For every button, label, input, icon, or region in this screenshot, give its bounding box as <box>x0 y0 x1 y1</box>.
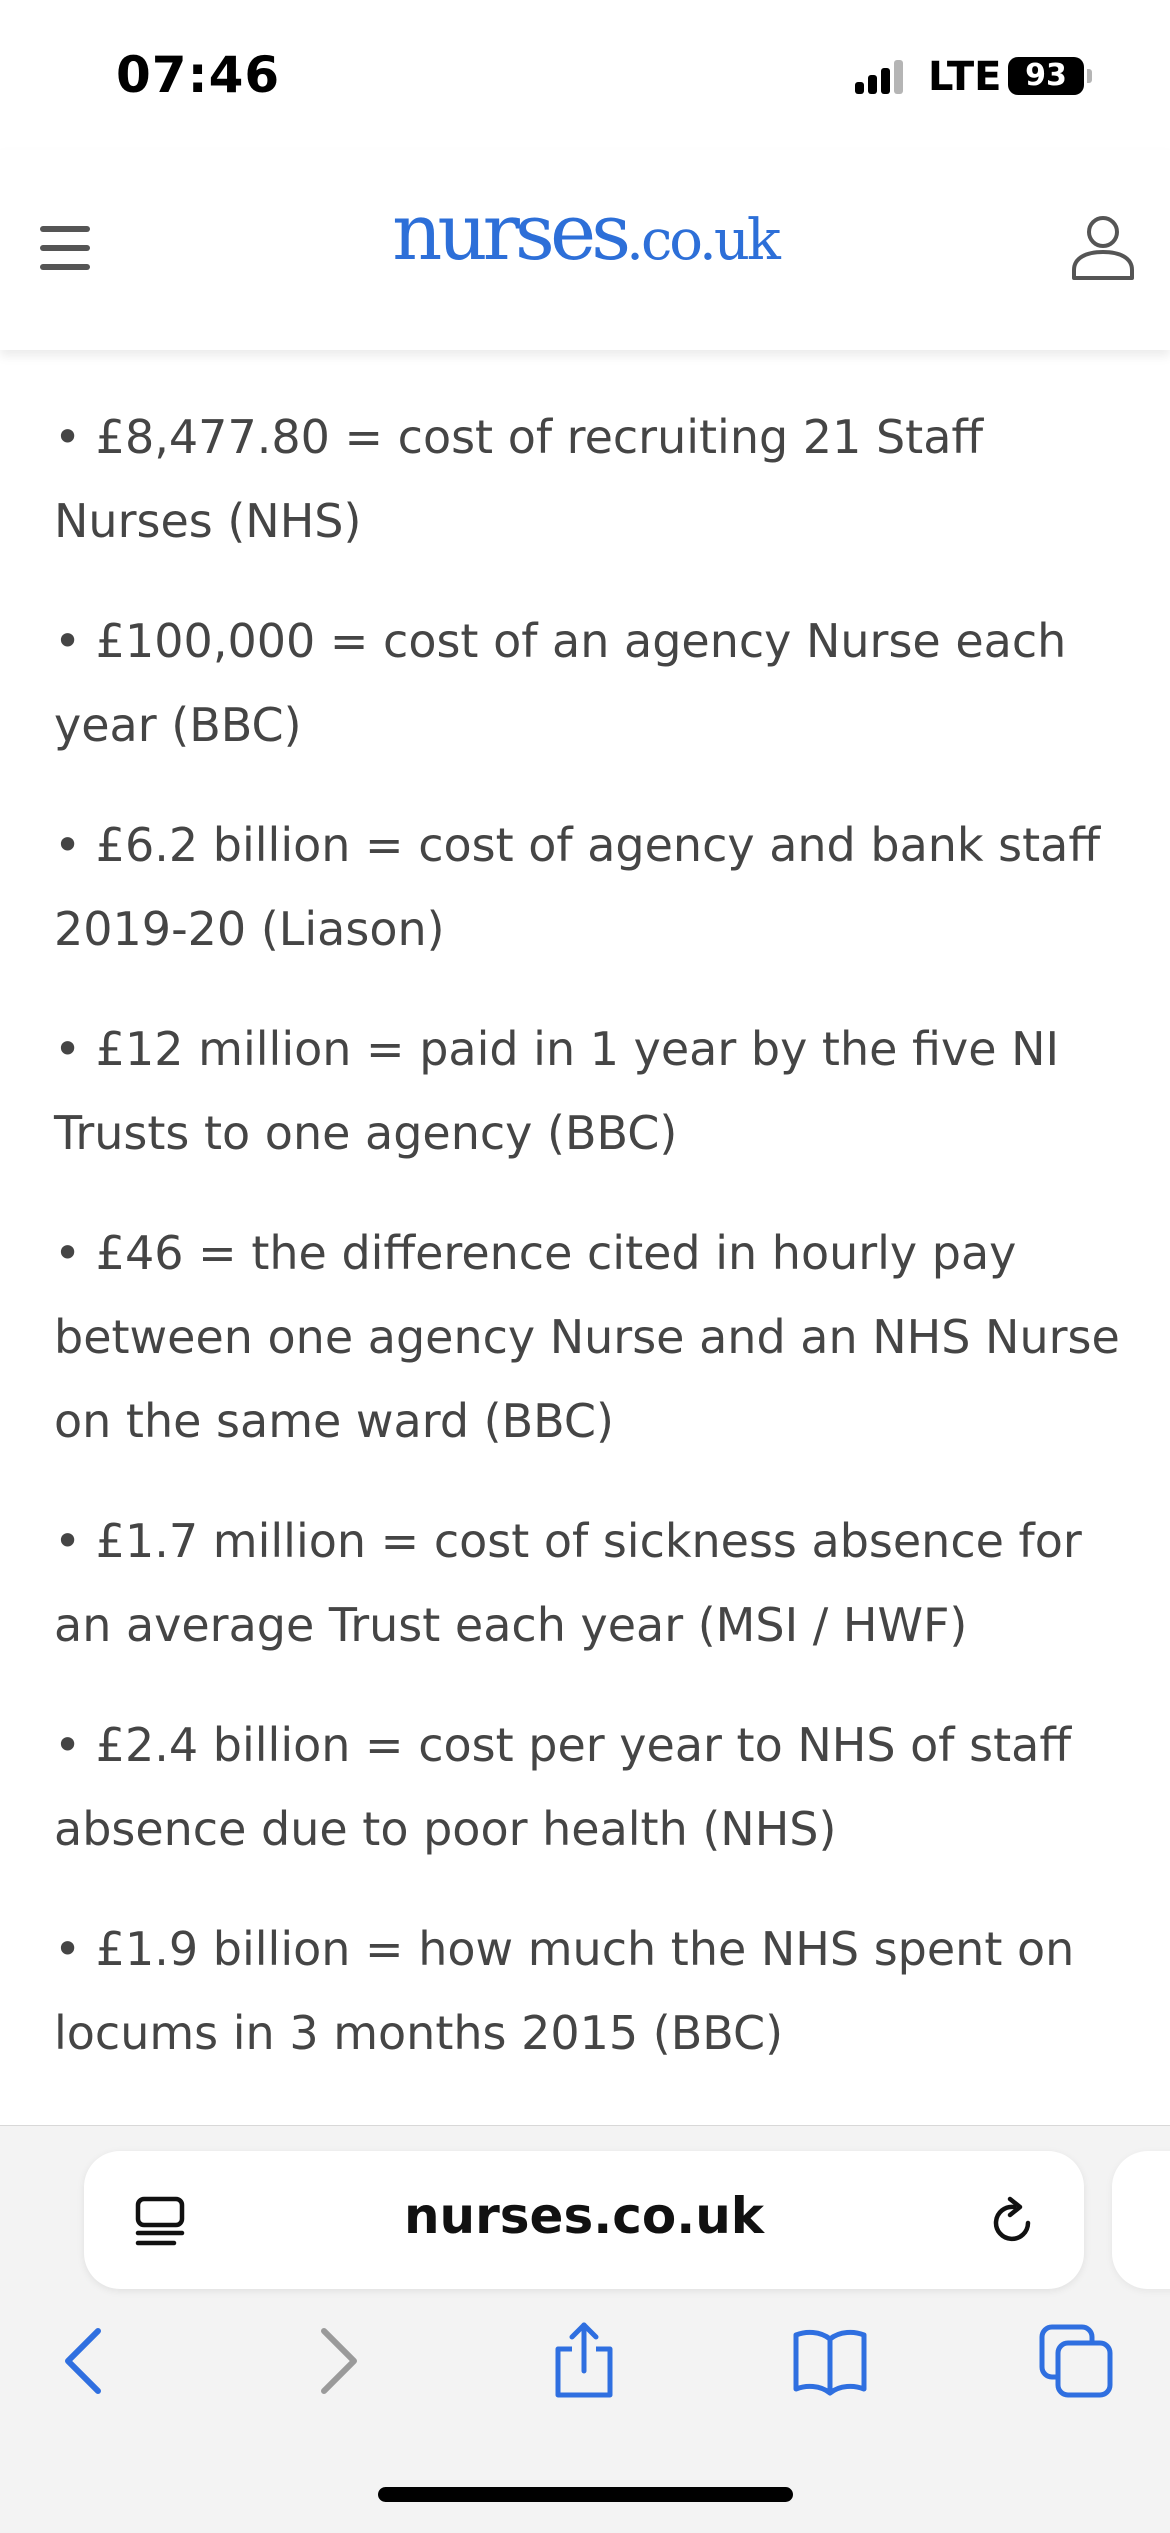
logo-main: nurses <box>392 188 627 278</box>
share-icon[interactable] <box>544 2321 624 2401</box>
status-bar <box>0 0 1170 150</box>
status-time: 07:46 <box>116 46 281 104</box>
back-icon[interactable] <box>46 2321 126 2401</box>
tabs-icon[interactable] <box>1036 2321 1116 2401</box>
site-header <box>0 150 1170 350</box>
network-type: LTE <box>928 54 1002 100</box>
forward-icon[interactable] <box>296 2321 376 2401</box>
home-indicator[interactable] <box>378 2487 793 2502</box>
fact-item: • £100,000 = cost of an agency Nurse each year (BBC) <box>54 614 1067 752</box>
fact-item: • £46 = the difference cited in hourly pay between one agency Nurse and an NHS Nurse on the same ward (BBC) <box>54 1226 1120 1448</box>
next-tab-peek[interactable] <box>1112 2151 1170 2289</box>
battery-cap <box>1087 69 1092 83</box>
browser-toolbar <box>0 2125 1170 2533</box>
address-bar[interactable] <box>84 2151 1084 2289</box>
user-icon[interactable] <box>1070 214 1136 282</box>
fact-item: • £2.4 billion = cost per year to NHS of staff absence due to poor health (NHS) <box>54 1718 1072 1856</box>
article-content <box>54 395 1134 2111</box>
fact-item: • £8,477.80 = cost of recruiting 21 Staff Nurses (NHS) <box>54 410 984 548</box>
site-logo[interactable] <box>0 188 1170 278</box>
reload-icon[interactable] <box>984 2195 1040 2251</box>
fact-item: • £6.2 billion = cost of agency and bank staff 2019-20 (Liason) <box>54 818 1101 956</box>
logo-tld: .co.uk <box>626 208 778 273</box>
battery-level: 93 <box>1025 58 1067 93</box>
fact-item: • £1.9 billion = how much the NHS spent on locums in 3 months 2015 (BBC) <box>54 1922 1075 2060</box>
bookmarks-icon[interactable] <box>790 2321 870 2401</box>
signal-strength-icon <box>855 60 915 94</box>
battery-icon <box>1008 57 1084 95</box>
url-text: nurses.co.uk <box>403 2187 765 2245</box>
fact-item: • £12 million = paid in 1 year by the five NI Trusts to one agency (BBC) <box>54 1022 1060 1160</box>
fact-item: • £1.7 million = cost of sickness absence for an average Trust each year (MSI / HWF) <box>54 1514 1082 1652</box>
